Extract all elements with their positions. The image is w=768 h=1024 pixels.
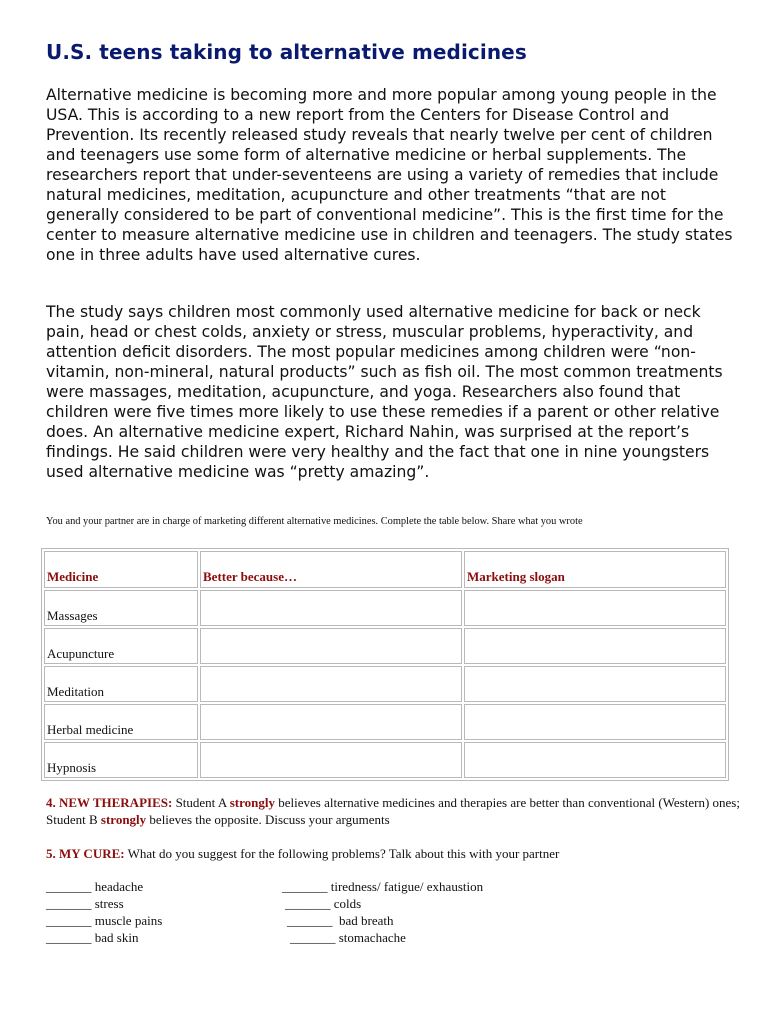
marketing-slogan-cell[interactable] — [464, 666, 726, 702]
new-therapies-question — [46, 794, 746, 828]
header-marketing-slogan: Marketing slogan — [464, 551, 726, 588]
cure-item-headache[interactable]: _______ headache — [46, 879, 144, 894]
medicine-cell: Meditation — [44, 666, 198, 702]
q4-text-b: believes alternative medicines and therapies are better than conventional (Western) ones; Student B — [46, 795, 740, 827]
q4-text-c: believes the opposite. Discuss your arguments — [149, 812, 390, 827]
article-paragraph-1: Alternative medicine is becoming more and more popular among young people in the USA. This is according to a new report from the Centers for Disease Control and Prevention. Its recently released study reveals that nearly twelve per cent of children and teenagers use some form of alternative medicine or herbal supplements. The researchers report that under-seventeens are using a variety of remedies that include natural medicines, meditation, acupuncture and other treatments “that are not generally considered to be part of conventional medicine”. This is the first time for the center to measure alternative medicine use in children and teenagers. The study states one in three adults have used alternative cures. — [46, 86, 733, 264]
my-cure-label: 5. MY CURE: — [46, 846, 125, 861]
article-paragraph-2: The study says children most commonly used alternative medicine for back or neck pain, head or chest colds, anxiety or stress, muscular problems, hyperactivity, and attention deficit disorders. The most popular medicines among children were “non-vitamin, non-mineral, natural products” such as fish oil. The most common treatments were massages, meditation, acupuncture, and yoga. Researchers also found that children were five times more likely to use these remedies if a parent or other relative does. An alternative medicine expert, Richard Nahin, was surprised at the report’s findings. He said children were very healthy and the fact that one in nine youngsters used alternative medicine was “pretty amazing”. — [46, 303, 723, 481]
better-because-cell[interactable] — [200, 628, 462, 664]
cure-item-colds[interactable]: _______ colds — [285, 896, 362, 911]
cure-item-bad-skin[interactable]: _______ bad skin — [46, 930, 139, 945]
q5-text: What do you suggest for the following problems? Talk about this with your partner — [127, 846, 560, 861]
table-row — [44, 742, 726, 778]
medicine-cell: Acupuncture — [44, 628, 198, 664]
marketing-slogan-cell[interactable] — [464, 628, 726, 664]
medicine-cell: Massages — [44, 590, 198, 626]
table-instruction: You and your partner are in charge of marketing different alternative medicines. Complete the table below. Share what you wrote — [46, 516, 583, 527]
page-title: U.S. teens taking to alternative medicines — [46, 40, 527, 64]
better-because-cell[interactable] — [200, 704, 462, 740]
better-because-cell[interactable] — [200, 590, 462, 626]
header-better-because: Better because… — [200, 551, 462, 588]
better-because-cell[interactable] — [200, 666, 462, 702]
q4-text-a: Student A — [175, 795, 227, 810]
cure-item-stomachache[interactable]: _______ stomachache — [290, 930, 406, 945]
cure-item-tiredness[interactable]: _______ tiredness/ fatigue/ exhaustion — [282, 879, 484, 894]
table-row — [44, 628, 726, 664]
table-row — [44, 590, 726, 626]
table-header-row — [44, 551, 726, 588]
medicine-cell: Hypnosis — [44, 742, 198, 778]
q4-strong-1: strongly — [229, 795, 276, 810]
marketing-slogan-cell[interactable] — [464, 742, 726, 778]
header-medicine: Medicine — [44, 551, 198, 588]
table-row — [44, 704, 726, 740]
better-because-cell[interactable] — [200, 742, 462, 778]
cure-item-stress[interactable]: _______ stress — [46, 896, 124, 911]
q4-strong-2: strongly — [100, 812, 147, 827]
my-cure-question — [46, 845, 746, 862]
table-row — [44, 666, 726, 702]
marketing-slogan-cell[interactable] — [464, 704, 726, 740]
new-therapies-label: 4. NEW THERAPIES: — [46, 795, 173, 810]
marketing-slogan-cell[interactable] — [464, 590, 726, 626]
medicine-cell: Herbal medicine — [44, 704, 198, 740]
cure-item-muscle-pains[interactable]: _______ muscle pains — [46, 913, 163, 928]
cure-item-bad-breath[interactable]: _______ bad breath — [287, 913, 394, 928]
marketing-table — [41, 548, 729, 781]
